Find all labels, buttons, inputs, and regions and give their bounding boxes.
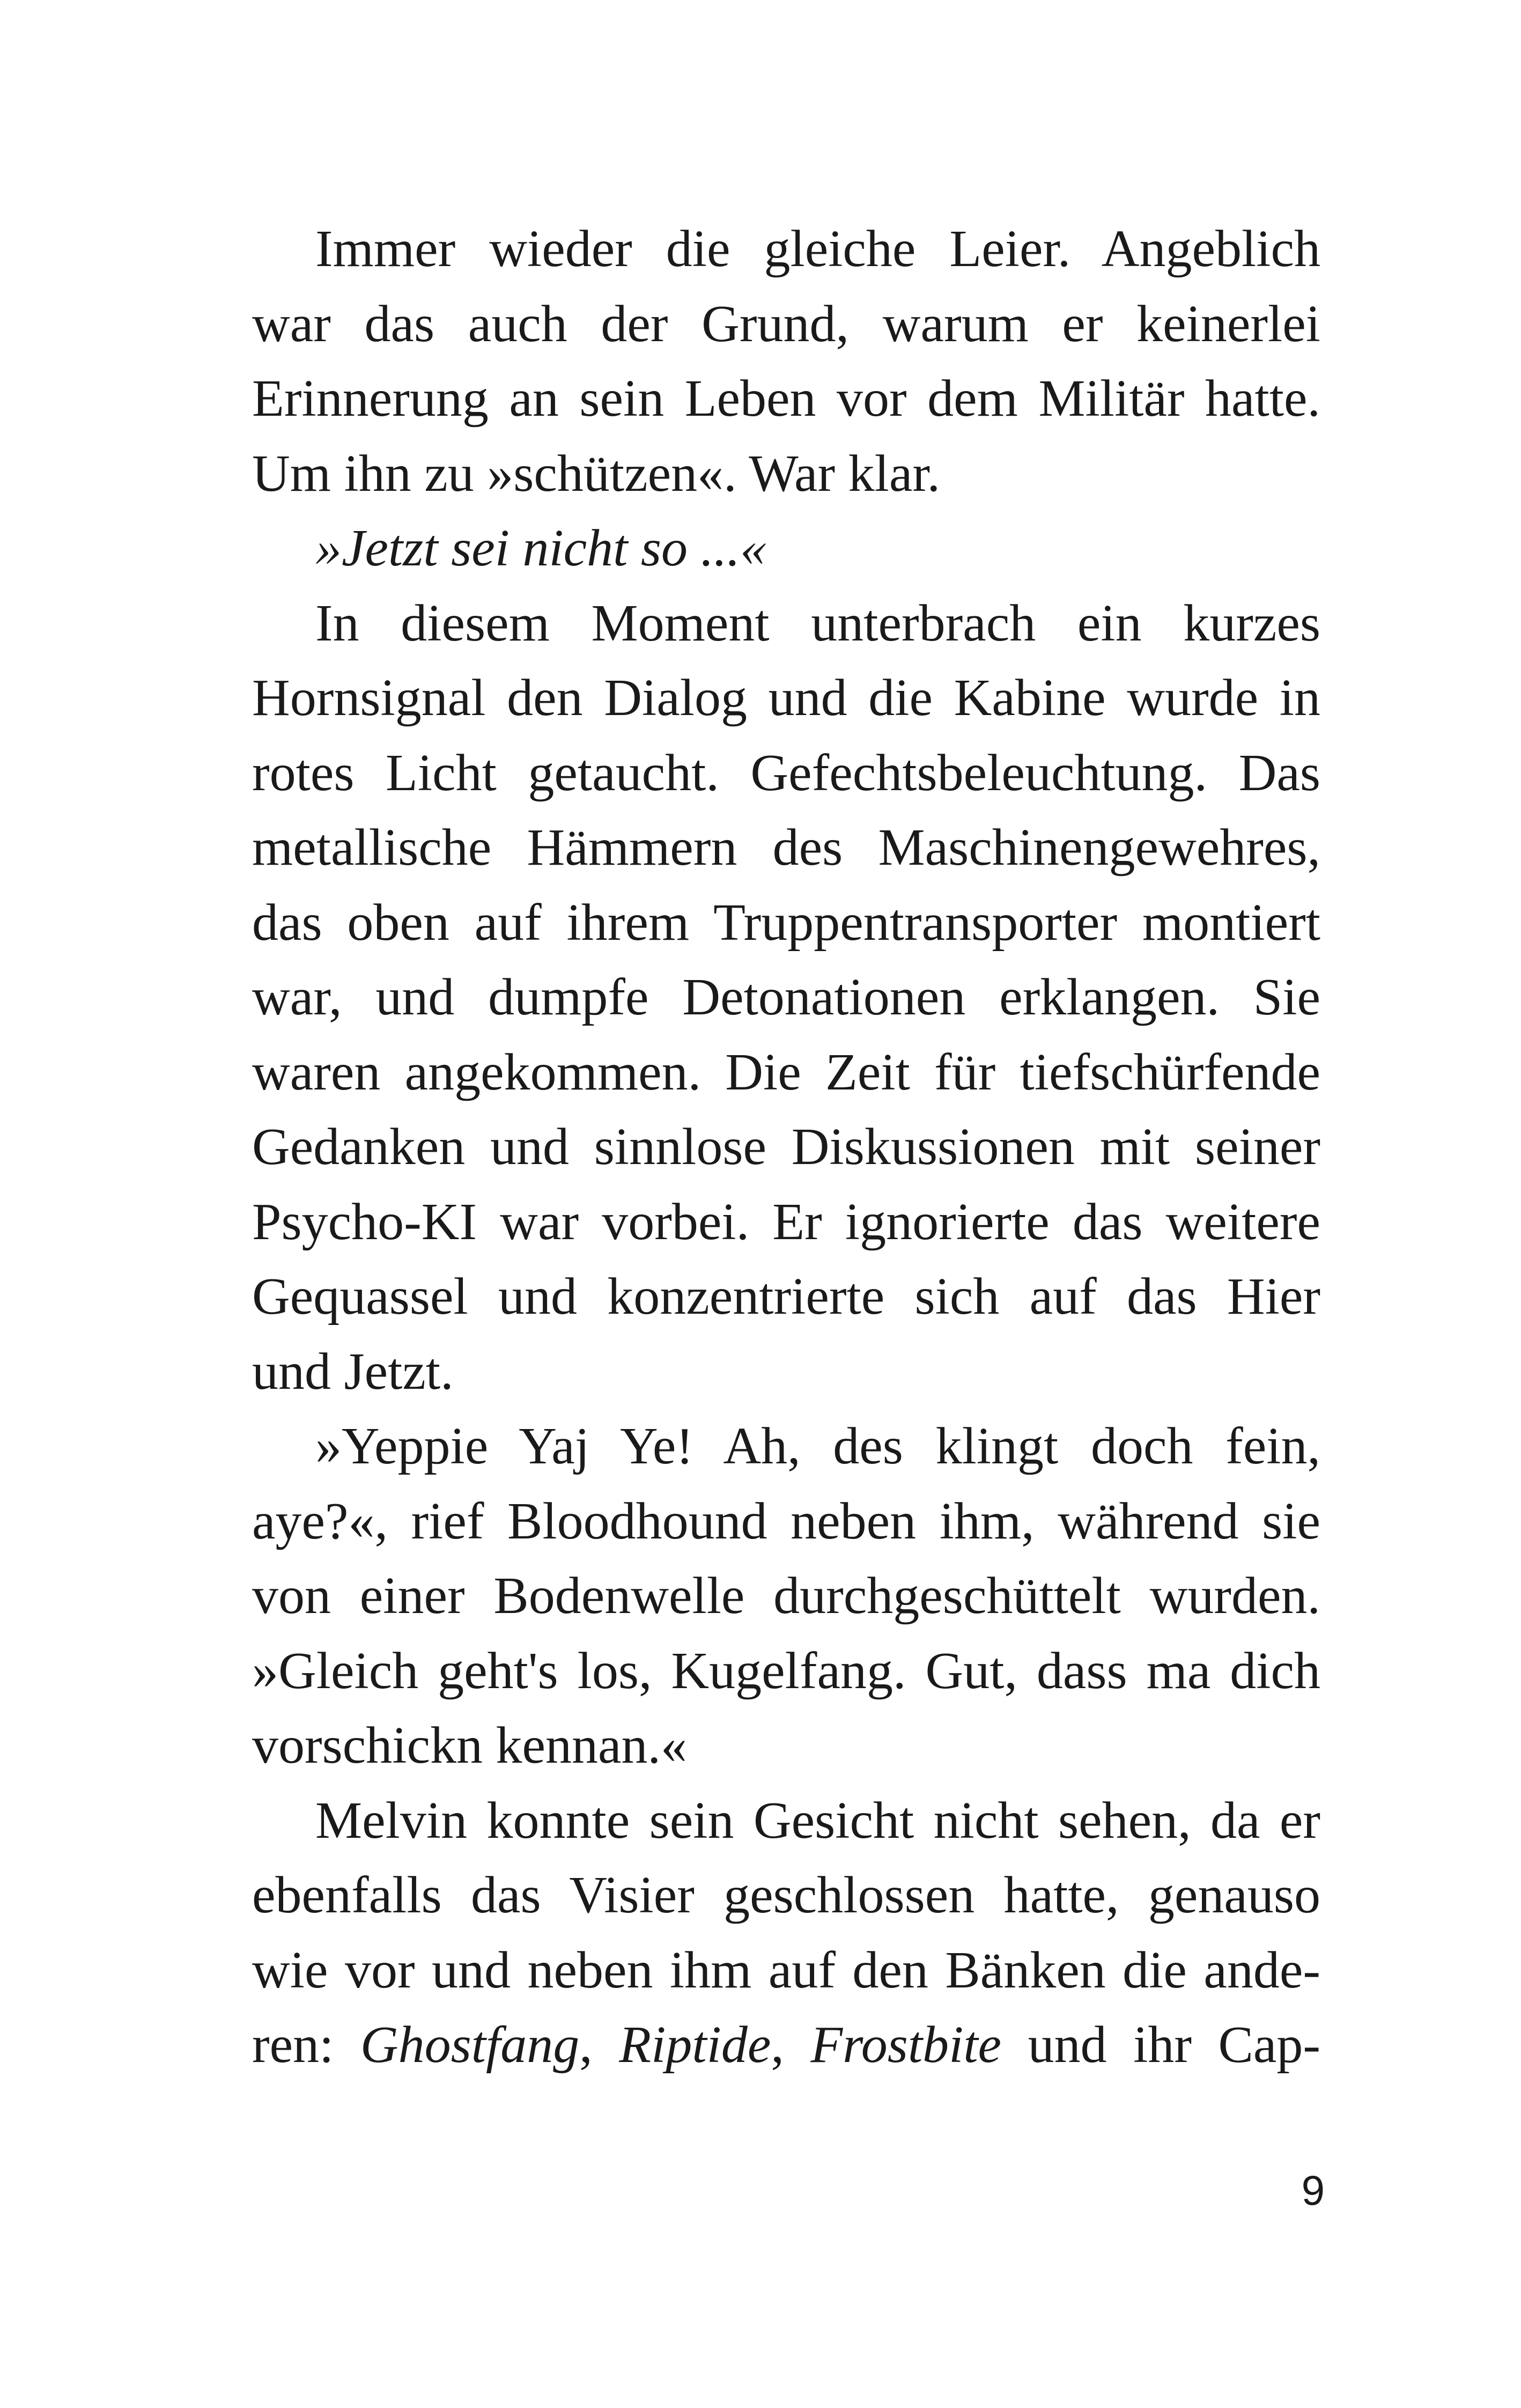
text-line: wie vor und neben ihm auf den Bänken die ande- [252,1941,1320,1999]
text-fragment: ren: [252,2016,360,2074]
text-line: »Gleich geht's los, Kugelfang. Gut, dass ma dich [252,1641,1320,1700]
text-line: das oben auf ihrem Truppentransporter montiert [252,893,1320,952]
text-line: rotes Licht getaucht. Gefechtsbeleuchtung. Das [252,743,1320,802]
text-fragment: und ihr Cap- [1001,2016,1321,2074]
text-line: Gequassel und konzentrierte sich auf das Hier [252,1268,1320,1325]
text-fragment: , [771,2016,811,2074]
text-line: Um ihn zu »schützen«. War klar. [252,444,941,503]
text-line: vorschickn kennan.« [252,1717,687,1774]
text-line: war das auch der Grund, warum er keinerlei [252,294,1320,353]
character-name-frostbite: Frostbite [810,2016,1002,2074]
text-line: metallische Hämmern des Maschinengewehres, [252,819,1320,877]
text-line: Melvin konnte sein Gesicht nicht sehen, da er [315,1791,1320,1850]
text-line: waren angekommen. Die Zeit für tiefschürfende [252,1043,1320,1101]
text-line: ebenfalls das Visier geschlossen hatte, genauso [252,1866,1320,1924]
text-line-italic: »Jetzt sei nicht so ...« [315,519,767,577]
text-line-last [252,2008,1320,2083]
text-line: und Jetzt. [252,1342,454,1401]
text-line: In diesem Moment unterbrach ein kurzes [315,594,1320,652]
page-number: 9 [1301,2167,1325,2214]
text-line: aye?«, rief Bloodhound neben ihm, während sie [252,1492,1320,1550]
text-fragment: , [579,2016,619,2074]
text-line: Hornsignal den Dialog und die Kabine wurde in [252,669,1320,727]
character-name-ghostfang: Ghostfang [360,2016,580,2074]
text-line: Psycho-KI war vorbei. Er ignorierte das weitere [252,1192,1320,1251]
character-name-riptide: Riptide [619,2016,771,2074]
text-line: Immer wieder die gleiche Leier. Angeblich [315,220,1320,278]
text-line: von einer Bodenwelle durchgeschüttelt wurden. [252,1567,1320,1625]
body-text [252,212,1320,2083]
text-line: Erinnerung an sein Leben vor dem Militär hatte. [252,370,1320,428]
text-line: »Yeppie Yaj Ye! Ah, des klingt doch fein, [315,1417,1320,1475]
text-line: Gedanken und sinnlose Diskussionen mit seiner [252,1118,1320,1176]
text-line: war, und dumpfe Detonationen erklangen. Sie [252,968,1320,1026]
